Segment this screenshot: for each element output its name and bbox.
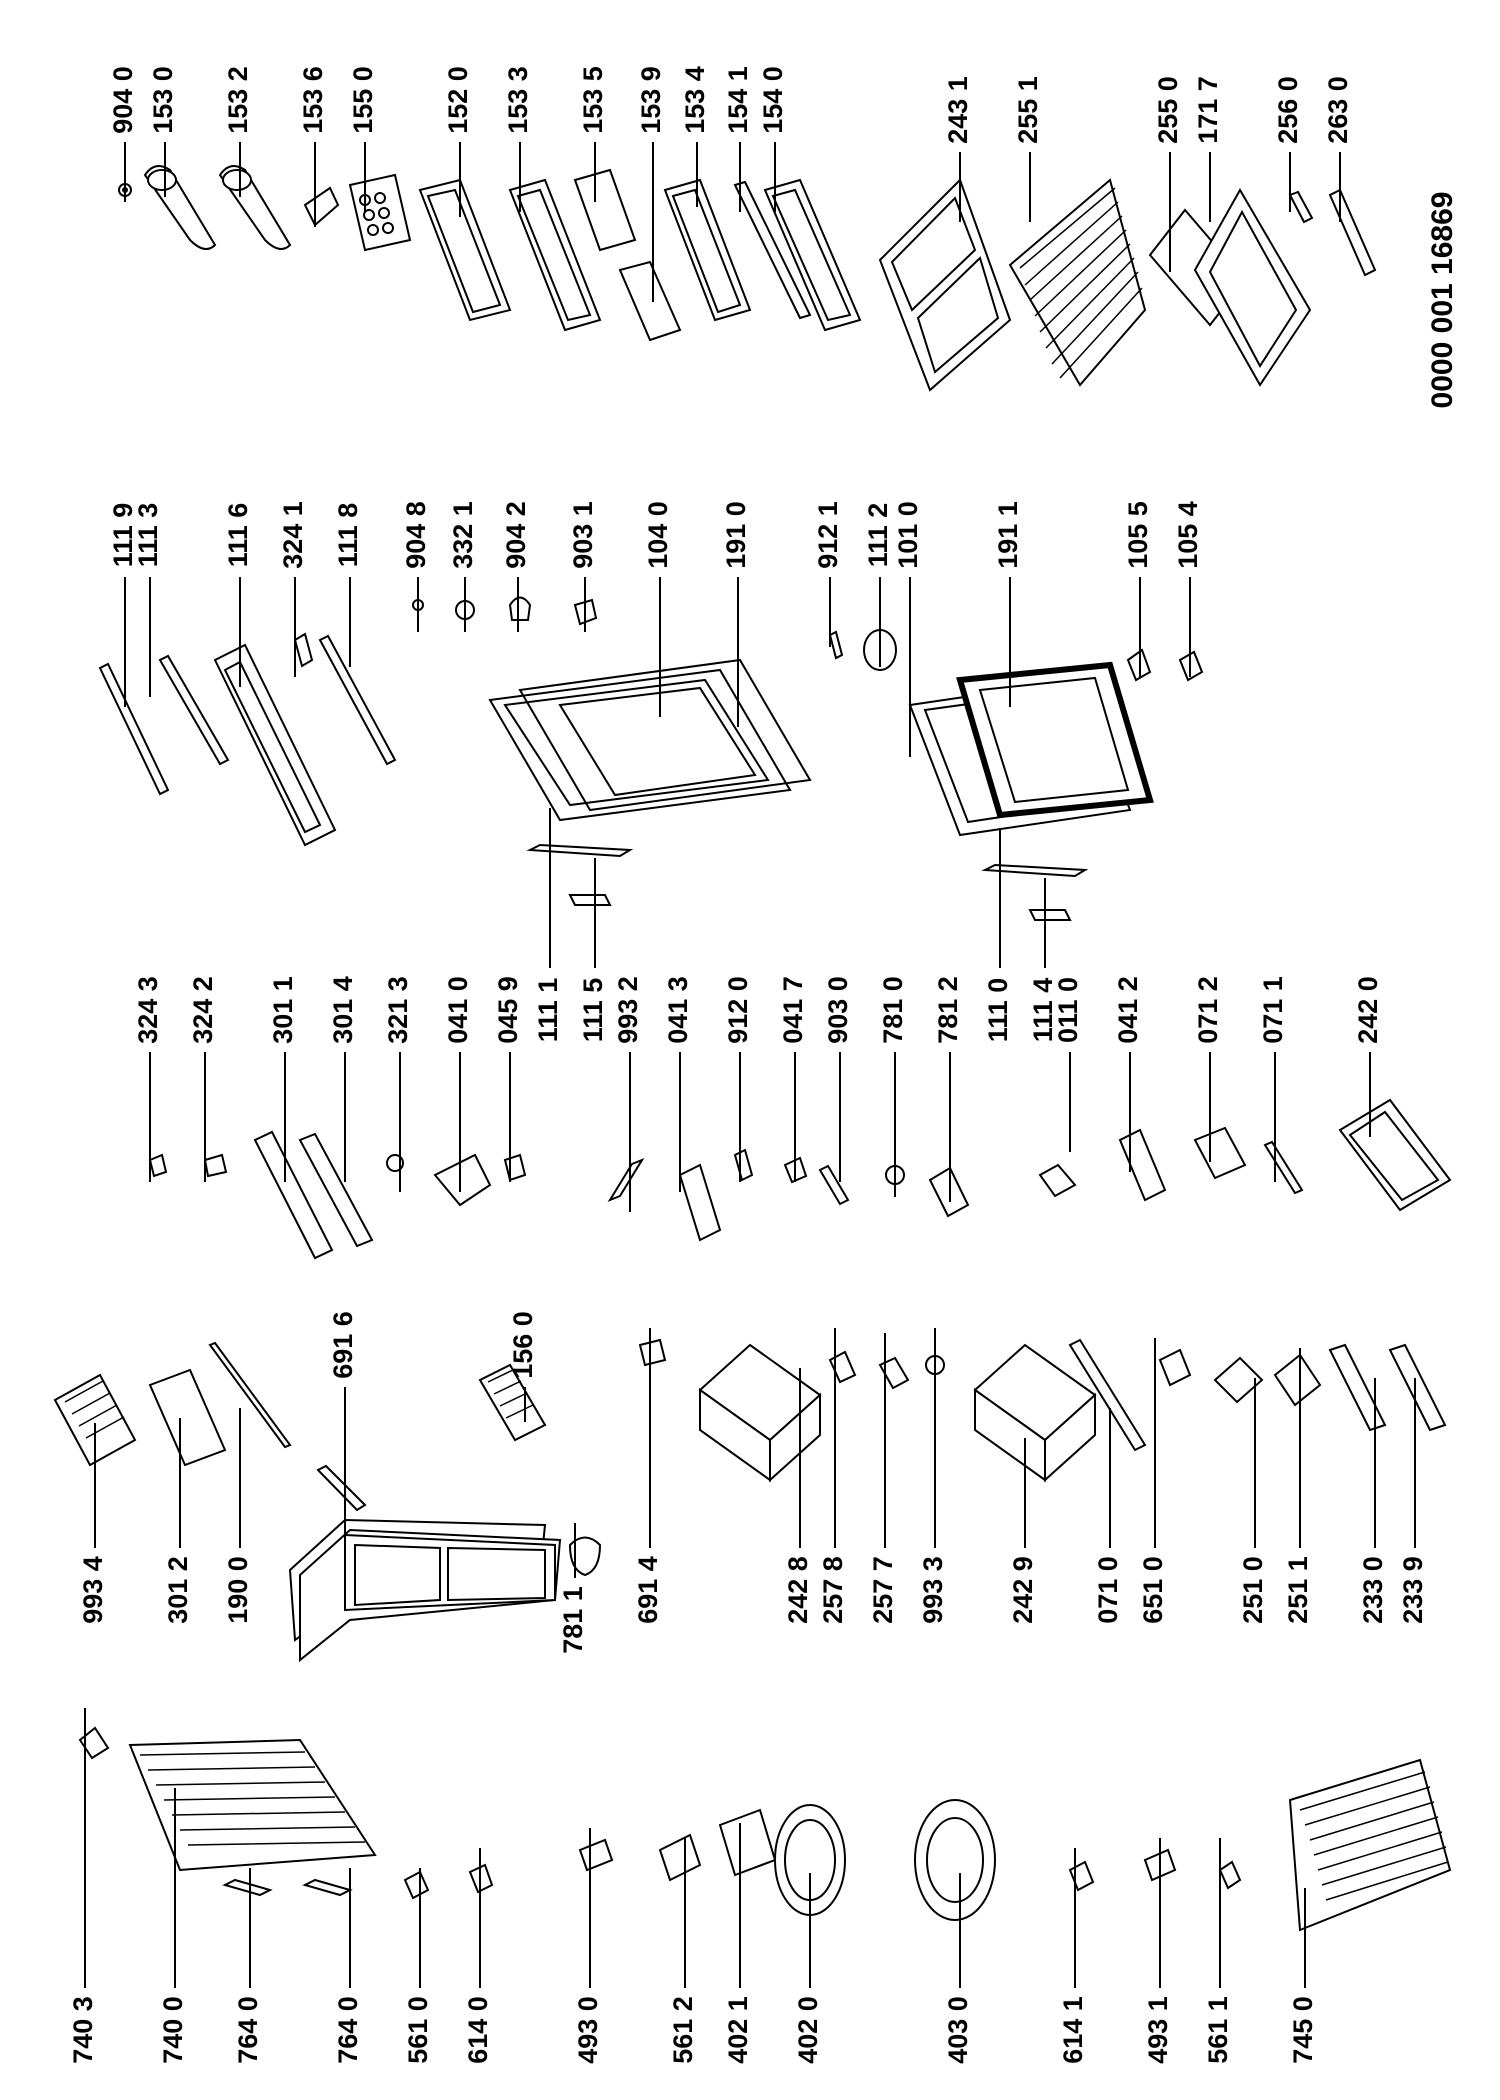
part-324-2 <box>205 1155 226 1176</box>
part-912-1 <box>830 632 842 658</box>
part-number-label: 104 0 <box>643 501 674 569</box>
part-number-label: 904 8 <box>401 501 432 569</box>
part-number-label: 993 3 <box>918 1556 949 1624</box>
part-764-0a <box>225 1880 270 1895</box>
part-number-label: 191 1 <box>993 501 1024 569</box>
leader-lines <box>85 142 1415 1988</box>
part-number-label: 301 4 <box>328 976 359 1044</box>
part-number-label: 190 0 <box>223 1556 254 1624</box>
part-number-label: 561 2 <box>668 1996 699 2064</box>
part-cabinet <box>290 1520 560 1660</box>
part-number-label: 111 3 <box>133 502 164 568</box>
part-071-2 <box>1195 1128 1245 1178</box>
part-number-label: 903 1 <box>568 501 599 569</box>
part-153-2 <box>220 166 290 249</box>
part-number-label: 263 0 <box>1323 76 1354 144</box>
part-153-9 <box>620 262 680 340</box>
part-number-label: 242 0 <box>1353 976 1384 1044</box>
part-number-label: 155 0 <box>348 66 379 134</box>
part-number-label: 251 1 <box>1283 1556 1314 1624</box>
part-number-label: 904 0 <box>108 66 139 134</box>
part-number-label: 781 0 <box>878 976 909 1044</box>
part-number-label: 324 2 <box>188 976 219 1044</box>
part-number-label: 045 9 <box>493 976 524 1044</box>
part-number-label: 105 5 <box>1123 501 1154 569</box>
part-111-8 <box>320 636 395 764</box>
part-number-label: 332 1 <box>448 501 479 569</box>
part-111-5 <box>570 895 610 905</box>
part-561-2 <box>660 1835 700 1880</box>
part-764-0b <box>305 1880 350 1895</box>
column-door-assembly <box>100 598 1202 846</box>
part-number-label: 156 0 <box>508 1311 539 1379</box>
part-number-label: 781 2 <box>933 976 964 1044</box>
part-number-label: 041 7 <box>778 976 809 1044</box>
part-number-label: 614 1 <box>1058 1996 1089 2064</box>
part-number-label: 255 1 <box>1013 76 1044 144</box>
part-561-0 <box>405 1872 428 1898</box>
part-number-label: 111 8 <box>333 502 364 568</box>
part-number-label: 111 0 <box>983 977 1014 1043</box>
part-111-4 <box>1030 910 1070 920</box>
part-257-8 <box>830 1352 855 1382</box>
part-number-label: 071 2 <box>1193 976 1224 1044</box>
part-045-9 <box>505 1155 525 1180</box>
part-071-1 <box>1265 1142 1302 1193</box>
part-number-label: 256 0 <box>1273 76 1304 144</box>
part-number-label: 493 1 <box>1143 1996 1174 2064</box>
part-256-0 <box>1290 192 1312 222</box>
part-number-label: 321 3 <box>383 976 414 1044</box>
part-011-0 <box>1040 1165 1075 1196</box>
part-111-9 <box>100 664 168 794</box>
part-324-3 <box>150 1155 166 1176</box>
part-651-0 <box>1160 1350 1190 1385</box>
part-number-label: 233 9 <box>1398 1556 1429 1624</box>
part-251-1 <box>1275 1355 1320 1405</box>
part-903-0 <box>820 1166 848 1204</box>
part-number-label: 561 0 <box>403 1996 434 2064</box>
part-number-label: 324 3 <box>133 976 164 1044</box>
part-104-0 <box>490 670 790 820</box>
part-171-7 <box>1195 190 1310 385</box>
part-number-label: 993 4 <box>78 1556 109 1624</box>
part-041-0 <box>435 1155 490 1205</box>
part-301-2 <box>150 1370 225 1465</box>
part-155-0 <box>350 175 410 250</box>
part-number-label: 153 6 <box>298 66 329 134</box>
part-614-1 <box>1070 1862 1093 1890</box>
part-number-label: 251 0 <box>1238 1556 1269 1624</box>
part-153-0 <box>145 166 215 249</box>
part-243-1 <box>880 180 1010 390</box>
part-number-label: 041 2 <box>1113 976 1144 1044</box>
part-number-label: 691 4 <box>633 1556 664 1624</box>
part-number-label: 255 0 <box>1153 76 1184 144</box>
part-number-label: 402 1 <box>723 1996 754 2064</box>
part-745-0 <box>1290 1760 1450 1930</box>
part-number-label: 402 0 <box>793 1996 824 2064</box>
part-number-label: 111 6 <box>223 502 254 568</box>
part-242-9 <box>975 1345 1095 1480</box>
part-561-1 <box>1220 1862 1240 1888</box>
part-912-0 <box>735 1150 752 1180</box>
part-number-label: 153 0 <box>148 66 179 134</box>
part-402-1 <box>720 1810 775 1875</box>
part-993-2 <box>610 1160 642 1200</box>
part-041-2 <box>1120 1130 1165 1200</box>
column-machine-parts <box>80 1728 1450 1930</box>
part-number-label: 233 0 <box>1358 1556 1389 1624</box>
part-153-5 <box>575 170 635 250</box>
part-number-label: 745 0 <box>1288 1996 1319 2064</box>
part-number-label: 071 1 <box>1258 976 1289 1044</box>
part-number-label: 242 8 <box>783 1556 814 1624</box>
part-493-0 <box>580 1840 612 1870</box>
part-691-6 <box>318 1466 365 1510</box>
part-number-label: 403 0 <box>943 1996 974 2064</box>
column-cabinet-parts <box>55 1340 1445 1660</box>
part-number-label: 561 1 <box>1203 1996 1234 2064</box>
part-number-label: 493 0 <box>573 1996 604 2064</box>
part-324-1 <box>295 634 312 666</box>
part-number-label: 101 0 <box>893 501 924 569</box>
part-242-8 <box>700 1345 820 1480</box>
part-153-6 <box>305 188 338 225</box>
part-number-label: 154 1 <box>723 66 754 134</box>
part-263-0 <box>1330 190 1375 275</box>
part-111-6 <box>215 645 335 845</box>
part-number-label: 153 4 <box>680 66 711 134</box>
part-number-label: 764 0 <box>333 1996 364 2064</box>
part-111-1 <box>530 845 630 856</box>
part-number-label: 740 3 <box>68 1996 99 2064</box>
part-number-label: 153 5 <box>578 66 609 134</box>
part-740-0 <box>130 1740 375 1870</box>
part-number-label: 614 0 <box>463 1996 494 2064</box>
part-242-0 <box>1340 1100 1450 1210</box>
part-233-0 <box>1330 1345 1385 1430</box>
part-number-label: 153 9 <box>636 66 667 134</box>
part-number-label: 111 9 <box>108 502 139 568</box>
part-number-label: 154 0 <box>758 66 789 134</box>
part-number-label: 152 0 <box>443 66 474 134</box>
part-number-label: 691 6 <box>328 1311 359 1379</box>
part-number-label: 041 0 <box>443 976 474 1044</box>
column-hinge-parts <box>150 845 1450 1258</box>
part-number-label: 041 3 <box>663 976 694 1044</box>
part-number-label: 257 7 <box>868 1556 899 1624</box>
part-number-label: 111 2 <box>863 502 894 568</box>
part-041-3 <box>680 1165 720 1240</box>
part-403-0 <box>915 1800 995 1920</box>
part-number-label: 153 3 <box>503 66 534 134</box>
part-number-label: 904 2 <box>501 501 532 569</box>
part-number-label: 105 4 <box>1173 501 1204 569</box>
part-number-label: 171 7 <box>1193 76 1224 144</box>
part-904-2 <box>510 598 530 621</box>
part-number-label: 111 1 <box>533 977 564 1043</box>
part-number-label: 912 0 <box>723 976 754 1044</box>
part-number-label: 153 2 <box>223 66 254 134</box>
document-code: 0000 001 16869 <box>1426 191 1459 409</box>
part-number-label: 111 5 <box>578 977 609 1043</box>
part-number-label: 993 2 <box>613 976 644 1044</box>
part-number-label: 257 8 <box>818 1556 849 1624</box>
part-number-label: 191 0 <box>721 501 752 569</box>
part-number-label: 071 0 <box>1093 1556 1124 1624</box>
part-number-label: 011 0 <box>1053 976 1084 1044</box>
column-door-parts <box>119 166 1375 390</box>
part-number-label: 301 1 <box>268 976 299 1044</box>
part-111-3 <box>160 656 228 764</box>
part-number-label: 912 1 <box>813 501 844 569</box>
part-233-9 <box>1390 1345 1445 1430</box>
part-number-label: 111 4 <box>1028 977 1059 1043</box>
part-190-0 <box>210 1343 290 1447</box>
part-number-label: 651 0 <box>1138 1556 1169 1624</box>
part-number-label: 903 0 <box>823 976 854 1044</box>
part-number-label: 740 0 <box>158 1996 189 2064</box>
part-691-4 <box>640 1340 665 1365</box>
part-number-label: 324 1 <box>278 501 309 569</box>
part-number-label: 242 9 <box>1008 1556 1039 1624</box>
part-number-label: 243 1 <box>943 76 974 144</box>
part-number-label: 301 2 <box>163 1556 194 1624</box>
part-number-label: 764 0 <box>233 1996 264 2064</box>
part-number-label: 781 1 <box>558 1586 589 1654</box>
